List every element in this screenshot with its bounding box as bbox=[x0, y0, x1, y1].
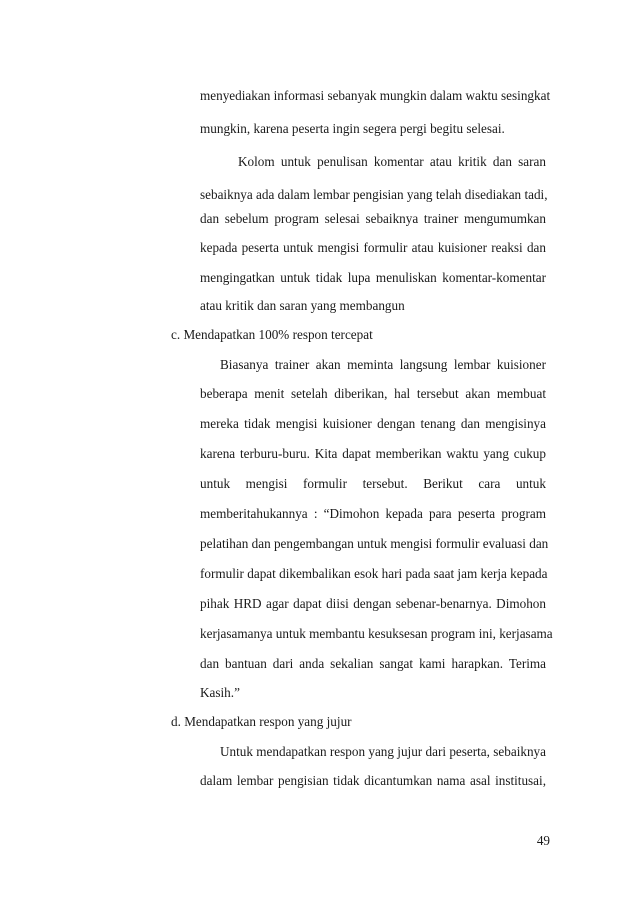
text-line: mungkin, karena peserta ingin segera pergi begitu selesai. bbox=[200, 121, 505, 136]
text-line: atau kritik dan saran yang membangun bbox=[200, 298, 405, 313]
page-number: 49 bbox=[536, 833, 550, 848]
text-line: karena terburu-buru. Kita dapat memberikan waktu yang cukup bbox=[200, 446, 546, 461]
section-heading-c: c. Mendapatkan 100% respon tercepat bbox=[171, 327, 373, 342]
text-line: dan bantuan dari anda sekalian sangat kami harapkan. Terima bbox=[200, 656, 546, 671]
text-line: Kasih.” bbox=[200, 685, 240, 700]
text-line: mengingatkan untuk tidak lupa menuliskan komentar-komentar bbox=[200, 270, 546, 285]
text-line: beberapa menit setelah diberikan, hal tersebut akan membuat bbox=[200, 386, 546, 401]
text-line: pelatihan dan pengembangan untuk mengisi formulir evaluasi dan bbox=[200, 536, 549, 551]
text-line: menyediakan informasi sebanyak mungkin dalam waktu sesingkat bbox=[200, 88, 551, 103]
text-line: dalam lembar pengisian tidak dicantumkan nama asal institusai, bbox=[200, 773, 546, 788]
text-line: formulir dapat dikembalikan esok hari pada saat jam kerja kepada bbox=[200, 566, 548, 581]
text-line: kepada peserta untuk mengisi formulir atau kuisioner reaksi dan bbox=[200, 240, 546, 255]
text-line: mereka tidak mengisi kuisioner dengan tenang dan mengisinya bbox=[200, 416, 546, 431]
text-line: untuk mengisi formulir tersebut. Berikut cara untuk bbox=[200, 476, 546, 491]
text-line: sebaiknya ada dalam lembar pengisian yang telah disediakan tadi, bbox=[200, 187, 548, 202]
text-line: memberitahukannya : “Dimohon kepada para peserta program bbox=[200, 506, 546, 521]
text-line: pihak HRD agar dapat diisi dengan sebenar-benarnya. Dimohon bbox=[200, 596, 546, 611]
text-line: Biasanya trainer akan meminta langsung lembar kuisioner bbox=[220, 357, 546, 372]
text-line: dan sebelum program selesai sebaiknya trainer mengumumkan bbox=[200, 211, 546, 226]
text-line: Kolom untuk penulisan komentar atau kritik dan saran bbox=[238, 154, 546, 169]
text-line: kerjasamanya untuk membantu kesuksesan program ini, kerjasama bbox=[200, 626, 553, 641]
text-line: Untuk mendapatkan respon yang jujur dari peserta, sebaiknya bbox=[220, 744, 546, 759]
section-heading-d: d. Mendapatkan respon yang jujur bbox=[171, 714, 352, 729]
